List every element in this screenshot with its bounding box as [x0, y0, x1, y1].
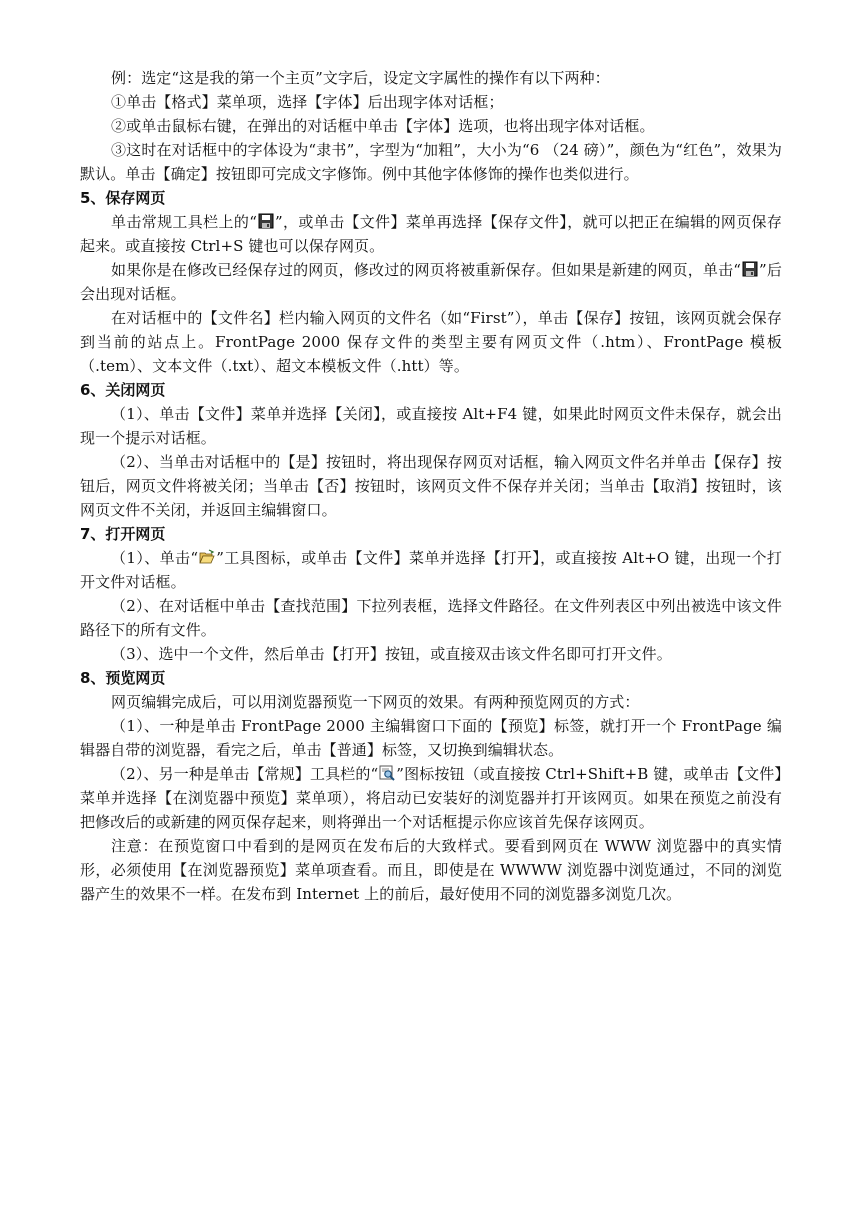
section-6-paragraph-1: （1）、单击【文件】菜单并选择【关闭】，或直接按 Alt+F4 键，如果此时网页文件未保存，就会出现一个提示对话框。: [80, 405, 782, 447]
section-5-paragraph-1: [80, 210, 782, 258]
section-6-paragraph-2: （2）、当单击对话框中的【是】按钮时，将出现保存网页对话框，输入网页文件名并单击【保存】按钮后，网页文件将被关闭；当单击【否】按钮时，该网页文件不保存并关闭；当单击【取消】按钮时，该网页文件不关闭，并返回主编辑窗口。: [80, 453, 782, 519]
text-run: 如果你是在修改已经保存过的网页，修改过的网页将被重新保存。但如果是新建的网页，单击“: [111, 261, 742, 279]
section-5-paragraph-3: 在对话框中的【文件名】栏内输入网页的文件名（如“First”），单击【保存】按钮，该网页就会保存到当前的站点上。FrontPage 2000 保存文件的类型主要有网页文件（.htm）、FrontPage 模板（.tem）、文本文件（.txt）、超文本模板文件（.htt）等。: [80, 309, 782, 375]
text-run: ”工具图标，或单击【文件】菜单并选择【打开】，或直接按 Alt+O 键，出现一个打开文件对话框。: [80, 549, 782, 591]
preview-in-browser-icon: [379, 765, 395, 781]
text-run: （1）、单击“: [111, 549, 199, 567]
text-run: ”图标按钮（或直接按 Ctrl+Shift+B 键，或单击【文件】菜单并选择【在浏览器中预览】菜单项），将启动已安装好的浏览器并打开该网页。如果在预览之前没有把修改后的或新建的网页保存起来，则将弹出一个对话框提示你应该首先保存该网页。: [80, 765, 782, 831]
text-run: ”后会出现对话框。: [80, 261, 782, 303]
document-page: [80, 66, 782, 906]
section-7-heading: 7、打开网页: [80, 525, 166, 543]
text-run: ”，或单击【文件】菜单再选择【保存文件】，就可以把正在编辑的网页保存起来。或直接按 Ctrl+S 键也可以保存网页。: [80, 213, 783, 255]
section-8-note: 注意：在预览窗口中看到的是网页在发布后的大致样式。要看到网页在 WWW 浏览器中的真实情形，必须使用【在浏览器预览】菜单项查看。而且，即使是在 WWWW 浏览器中浏览通过，不同的浏览器产生的效果不一样。在发布到 Internet 上的前后，最好使用不同的浏览器多浏览几次。: [80, 837, 782, 903]
intro-example: 例：选定“这是我的第一个主页”文字后，设定文字属性的操作有以下两种：: [111, 69, 610, 87]
section-8-paragraph-3: [80, 762, 782, 834]
save-disk-icon: [258, 213, 274, 229]
save-disk-icon: [742, 261, 758, 277]
section-7-paragraph-1: [80, 546, 782, 594]
section-5-heading: 5、保存网页: [80, 189, 166, 207]
text-run: 单击常规工具栏上的“: [111, 213, 257, 231]
intro-step-2: ②或单击鼠标右键，在弹出的对话框中单击【字体】选项，也将出现字体对话框。: [111, 117, 655, 135]
section-6-heading: 6、关闭网页: [80, 381, 166, 399]
intro-step-1: ①单击【格式】菜单项，选择【字体】后出现字体对话框；: [111, 93, 504, 111]
section-7-paragraph-3: （3）、选中一个文件，然后单击【打开】按钮，或直接双击该文件名即可打开文件。: [111, 645, 672, 663]
intro-step-3: ③这时在对话框中的字体设为“隶书”，字型为“加粗”，大小为“6 （24 磅）”，颜色为“红色”，效果为默认。单击【确定】按钮即可完成文字修饰。例中其他字体修饰的操作也类似进行。: [80, 141, 782, 183]
section-5-paragraph-2: [80, 258, 782, 306]
open-folder-icon: [199, 549, 215, 565]
section-7-paragraph-2: （2）、在对话框中单击【查找范围】下拉列表框，选择文件路径。在文件列表区中列出被选中该文件路径下的所有文件。: [80, 597, 782, 639]
text-run: （2）、另一种是单击【常规】工具栏的“: [111, 765, 379, 783]
section-8-paragraph-1: 网页编辑完成后，可以用浏览器预览一下网页的效果。有两种预览网页的方式：: [111, 693, 640, 711]
section-8-paragraph-2: （1）、一种是单击 FrontPage 2000 主编辑窗口下面的【预览】标签，就打开一个 FrontPage 编辑器自带的浏览器，看完之后，单击【普通】标签，又切换到编辑状态。: [80, 717, 782, 759]
section-8-heading: 8、预览网页: [80, 669, 166, 687]
